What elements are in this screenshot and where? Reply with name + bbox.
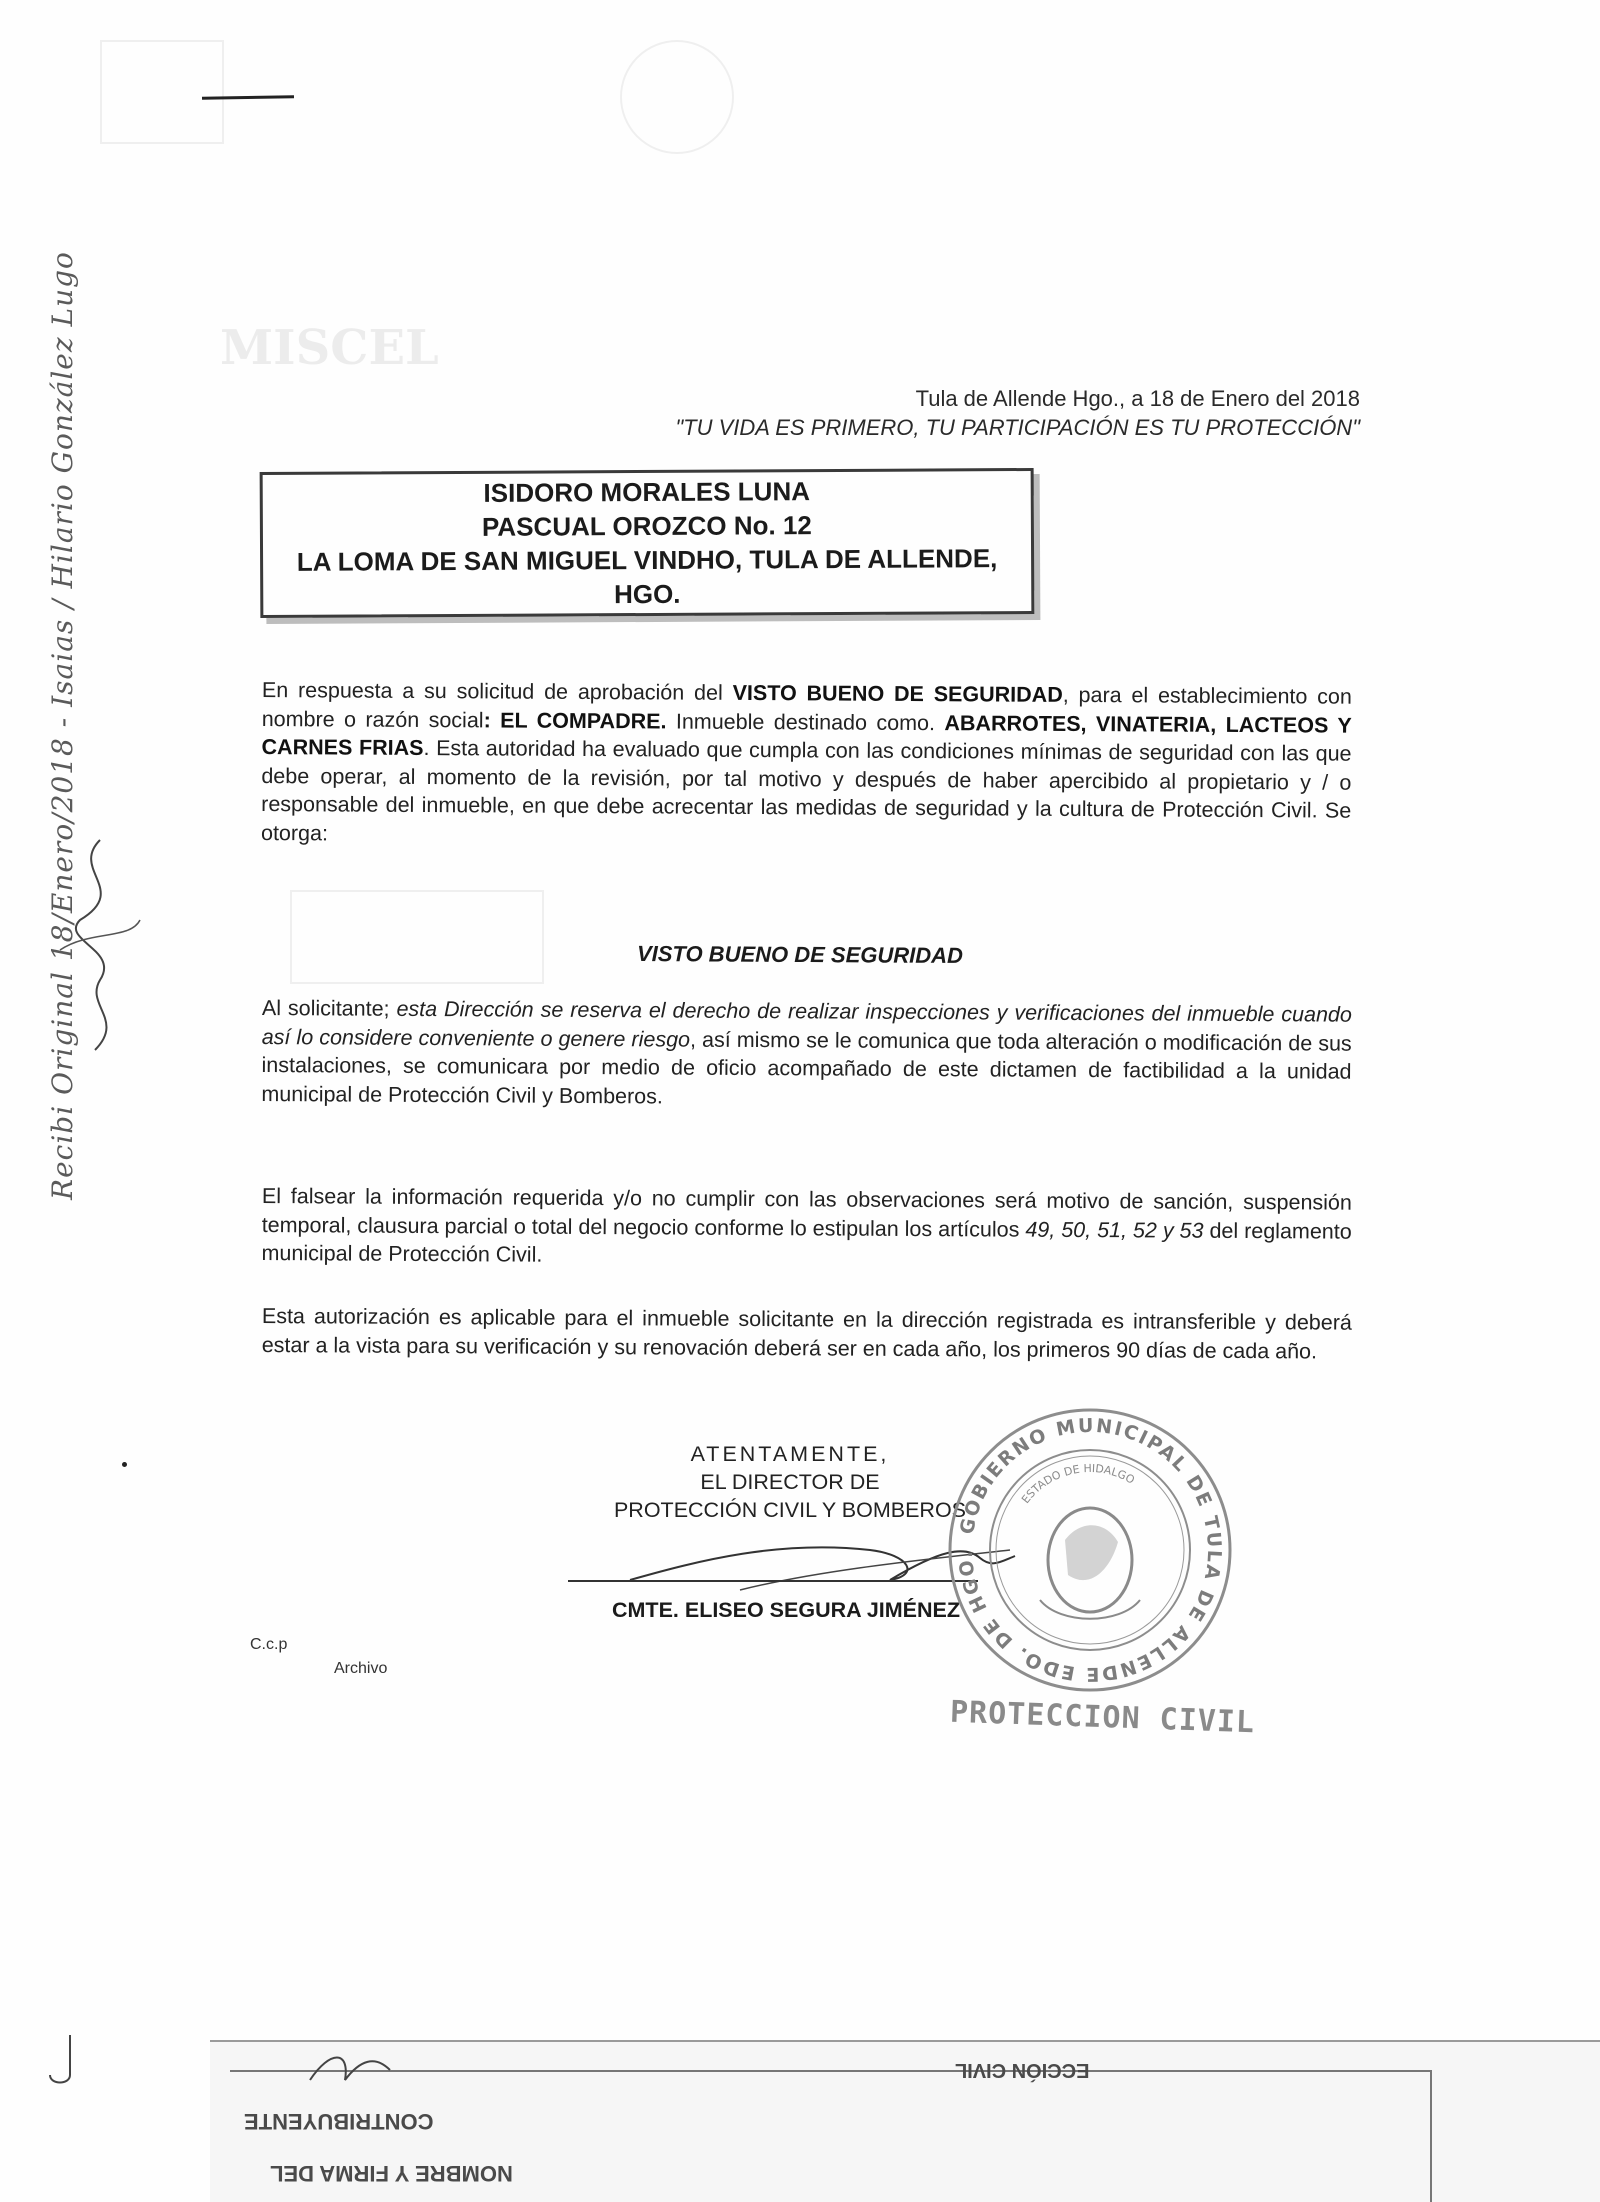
place-date: Tula de Allende Hgo., a 18 de Enero del 2018 — [915, 386, 1360, 411]
pen-dash-mark — [202, 95, 294, 100]
cc-label: C.c.p — [250, 1636, 288, 1653]
flipped-text-proteccion: ECCIÓN CIVIL — [955, 2059, 1090, 2081]
approval-subtitle: VISTO BUENO DE SEGURIDAD — [636, 941, 964, 968]
cc-archive: Archivo — [334, 1660, 388, 1677]
seal-label: PROTECCION CIVIL — [949, 1694, 1256, 1741]
flipped-text-nombre-firma: NOMBRE Y FIRMA DEL — [270, 2161, 513, 2186]
hook-mark — [40, 2030, 100, 2090]
ghost-stamp-box — [290, 890, 544, 984]
signer-role-1: EL DIRECTOR DE — [700, 1470, 880, 1494]
recipient-street: PASCUAL OROZCO No. 12 — [481, 510, 812, 542]
handwritten-receipt-note: Recibi Original 18/Enero/2018 - Isaias / Hilario González Lugo — [46, 251, 79, 1200]
official-seal — [940, 1400, 1240, 1700]
flipped-text-contribuyente: CONTRIBUYENTE — [244, 2109, 434, 2134]
signature-line — [568, 1580, 978, 1582]
motto: "TU VIDA ES PRIMERO, TU PARTICIPACIÓN ES TU PROTECCIÓN" — [675, 415, 1360, 440]
recipient-locality: LA LOMA DE SAN MIGUEL VINDHO, TULA DE ALLENDE, HGO. — [296, 543, 998, 610]
document-header — [675, 384, 1360, 442]
recipient-box — [260, 468, 1035, 618]
ghost-text: MISCEL — [220, 320, 439, 376]
svg-text:GOBIERNO MUNICIPAL DE TULA DE: GOBIERNO MUNICIPAL DE TULA DE ALLENDE EDO. DE HGO. — [954, 1414, 1226, 1686]
paragraph-request: En respuesta a su solicitud de aprobación del VISTO BUENO DE SEGURIDAD, para el establecimiento con nombre o razón social: EL COMPADRE. Inmueble destinado como. ABARROTES, VINATERIA, LACTEOS Y CARNES FRIAS. Esta autoridad ha evaluado que cumpla con las condiciones mínimas de seguridad con las que debe operar, al momento de la revisión, por tal motivo y después de haber apercibido al propietario y / o responsable del inmueble, en que debe acrecentar las medidas de seguridad y la cultura de Protección Civil. Se otorga: — [260, 677, 1352, 845]
signer-name: CMTE. ELISEO SEGURA JIMÉNEZ — [612, 1598, 961, 1622]
signer-role-2: PROTECCIÓN CIVIL Y BOMBEROS — [613, 1498, 967, 1522]
ghost-logo-mark — [100, 40, 224, 144]
paragraph-sanctions: El falsear la información requerida y/o no cumplir con las observaciones será motivo de sanción, suspensión temporal, clausura parcial o total del negocio conforme lo estipulan los artículos 49, 50, 51, 52 y 53 del reglamento municipal de Protección Civil. — [261, 1184, 1352, 1267]
svg-text:ESTADO DE HIDALGO: ESTADO DE HIDALGO — [1019, 1461, 1137, 1506]
margin-signature — [40, 830, 160, 1060]
paragraph-validity: Esta autorización es aplicable para el inmueble solicitante en la dirección registrada es intransferible y deberá estar a la vista para su verificación y su renovación deberá ser en cada año, los primeros 90 días de cada año. — [261, 1304, 1352, 1363]
closing-text: ATENTAMENTE, — [690, 1442, 890, 1466]
ghost-seal-mark — [620, 40, 734, 154]
paragraph-inspections: Al solicitante; esta Dirección se reserva el derecho de realizar inspecciones y verificaciones del inmueble cuando así lo considere conveniente o genere riesgo, así mismo se le comunica que toda alteración o modificación de sus instalaciones, se comunicara por medio de oficio acompañado de este dictamen de factibilidad a la unidad municipal de Protección Civil y Bomberos. — [261, 995, 1352, 1108]
recipient-name: ISIDORO MORALES LUNA — [483, 476, 811, 508]
signature-block — [600, 1440, 980, 1524]
ink-dot — [122, 1462, 127, 1467]
initials-scribble — [300, 2040, 400, 2100]
